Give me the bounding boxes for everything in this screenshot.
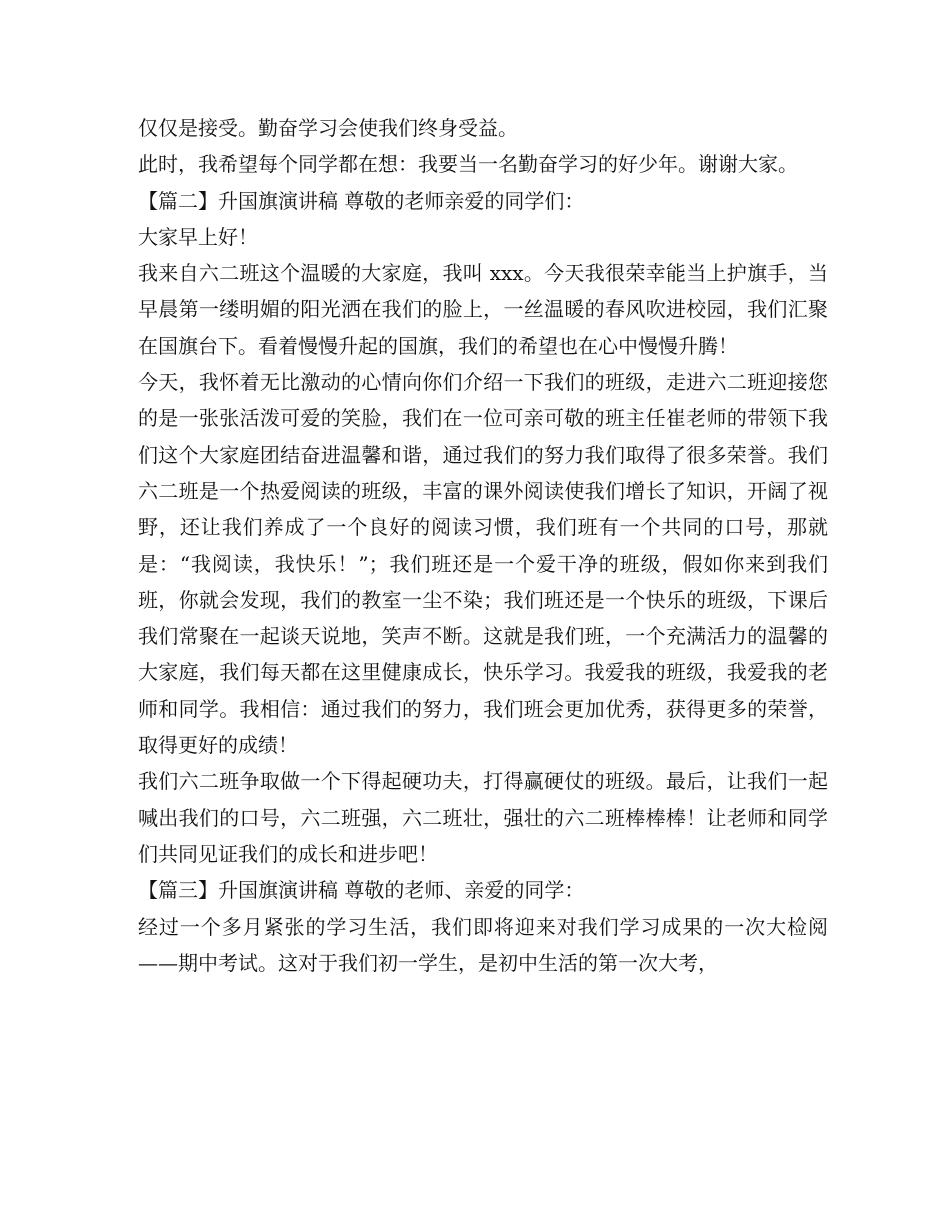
paragraph: 我们六二班争取做一个下得起硬功夫，打得赢硬仗的班级。最后，让我们一起喊出我们的口号，六二班强，六二班壮，强壮的六二班棒棒棒！让老师和同学们共同见证我们的成长和进步吧！ <box>138 769 828 866</box>
section-heading: 【篇三】升国旗演讲稿 尊敬的老师、亲爱的同学： <box>138 878 585 903</box>
paragraph: 仅仅是接受。勤奋学习会使我们终身受益。 <box>138 116 518 140</box>
paragraph: 大家早上好！ <box>138 224 258 249</box>
paragraph: 今天，我怀着无比激动的心情向你们介绍一下我们的班级，走进六二班迎接您的是一张张活泼可爱的笑脸，我们在一位可亲可敬的班主任崔老师的带领下我们这个大家庭团结奋进温馨和谐，通过我们的努力我们取得了很多荣誉。我们六二班是一个热爱阅读的班级，丰富的课外阅读使我们增长了知识，开阔了视野，还让我们养成了一个良好的阅读习惯，我们班有一个共同的口号，那就是：“我阅读，我快乐！”；我们班还是一个爱干净的班级，假如你来到我们班，你就会发现，我们的教室一尘不染；我们班还是一个快乐的班级，下课后我们常聚在一起谈天说地，笑声不断。这就是我们班，一个充满活力的温馨的大家庭，我们每天都在这里健康成长，快乐学习。我爱我的班级，我爱我的老师和同学。我相信：通过我们的努力，我们班会更加优秀，获得更多的荣誉，取得更好的成绩！ <box>138 370 828 758</box>
section-heading: 【篇二】升国旗演讲稿 尊敬的老师亲爱的同学们： <box>138 188 585 213</box>
paragraph: 此时，我希望每个同学都在想：我要当一名勤奋学习的好少年。谢谢大家。 <box>138 152 798 177</box>
document-body <box>138 110 828 981</box>
paragraph: 经过一个多月紧张的学习生活，我们即将迎来对我们学习成果的一次大检阅——期中考试。这对于我们初一学生，是初中生活的第一次大考， <box>138 914 828 975</box>
paragraph: 我来自六二班这个温暖的大家庭，我叫 xxx。今天我很荣幸能当上护旗手，当早晨第一缕明媚的阳光洒在我们的脸上，一丝温暖的春风吹进校园，我们汇聚在国旗台下。看着慢慢升起的国旗，我们的希望也在心中慢慢升腾！ <box>138 261 828 358</box>
